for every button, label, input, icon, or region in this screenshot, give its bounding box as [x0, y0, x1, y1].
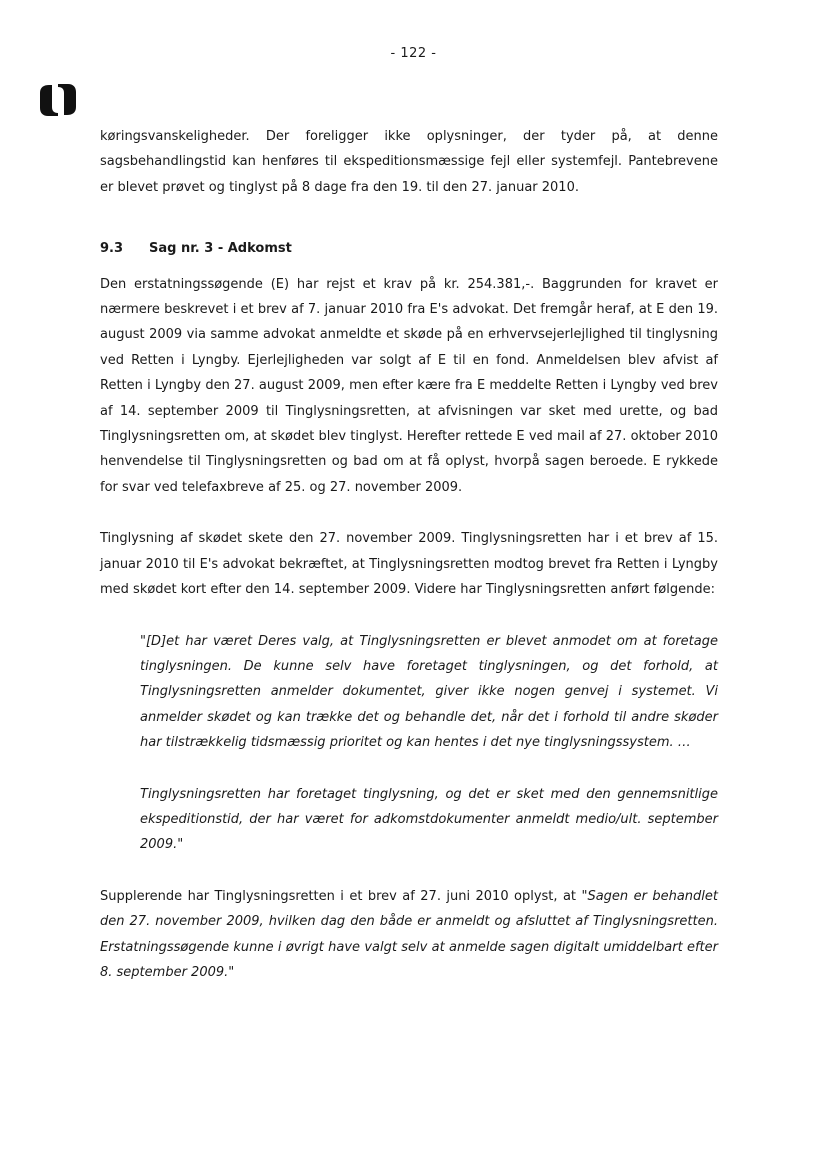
quote-1-text: [D]et har været Deres valg, at Tinglysningsretten er blevet anmodet om at foretage tinglysningen. De kunne selv have foretaget tinglysningen, og det forhold, at Tinglysningsretten anmelder dokumentet, giver ikke nogen genvej i systemet. Vi anmelder skødet og kan trække det og behandle det, når det i forhold til andre skøder har tilstrækkelig tidsmæssig prioritet og kan hentes i det nye tinglysningssystem. … — [140, 633, 718, 751]
section-heading — [100, 236, 718, 261]
paragraph-2: Den erstatningssøgende (E) har rejst et krav på kr. 254.381,-. Baggrunden for kravet er nærmere beskrevet i et brev af 7. januar 2010 fra E's advokat. Det fremgår heraf, at E den 19. august 2009 via samme advokat anmeldte et skøde på en erhvervsejerlejlighed til tinglysning ved Retten i Lyngby. Ejerlejligheden var solgt af E til en fond. Anmeldelsen blev afvist af Retten i Lyngby den 27. august 2009, men efter kære fra E meddelte Retten i Lyngby ved brev af 14. september 2009 til Tinglysningsretten, at afvisningen var sket med urette, og bad Tinglysningsretten om, at skødet blev tinglyst. Herefter rettede E ved mail af 27. oktober 2010 henvendelse til Tinglysningsretten og bad om at få oplyst, hvorpå sagen beroede. E rykkede for svar ved telefaxbreve af 25. og 27. november 2009. — [100, 276, 718, 495]
paragraph-4 — [100, 884, 718, 986]
section-number: 9.3 — [100, 241, 124, 257]
paragraph-4-quote: Sagen er behandlet den 27. november 2009, hvilken dag den både er anmeldt og afsluttet af Tinglysningsretten. Erstatningssøgende kunne i øvrigt have valgt selv at anmelde sagen digitalt umiddelbart efter 8. september 2009. — [100, 888, 718, 980]
page-number: - 122 - — [390, 46, 437, 61]
publisher-logo-icon — [38, 83, 78, 117]
block-quote-1 — [140, 629, 718, 756]
quote-close-mark: " — [177, 837, 184, 853]
block-quote-2 — [140, 782, 718, 858]
quote-open-mark: " — [140, 633, 146, 649]
paragraph-4-lead: Supplerende har Tinglysningsretten i et brev af 27. juni 2010 oplyst, at " — [100, 888, 588, 904]
paragraph-1: køringsvanskeligheder. Der foreligger ikke oplysninger, der tyder på, at denne sagsbehandlingstid kan henføres til ekspeditionsmæssige fejl eller systemfejl. Pantebrevene er blevet prøvet og tinglyst på 8 dage fra den 19. til den 27. januar 2010. — [100, 129, 718, 195]
section-title: Sag nr. 3 - Adkomst — [149, 241, 292, 257]
paragraph-3: Tinglysning af skødet skete den 27. november 2009. Tinglysningsretten har i et brev af 15. januar 2010 til E's advokat bekræftet, at Tinglysningsretten modtog brevet fra Retten i Lyngby med skødet kort efter den 14. september 2009. Videre har Tinglysningsretten anført følgende: — [100, 531, 718, 598]
paragraph-4-close: " — [228, 964, 235, 980]
quote-2-text: Tinglysningsretten har foretaget tinglysning, og det er sket med den gennemsnitlige ekspeditionstid, der har været for adkomstdokumenter anmeldt medio/ult. september 2009. — [140, 786, 718, 853]
document-body — [100, 124, 718, 985]
